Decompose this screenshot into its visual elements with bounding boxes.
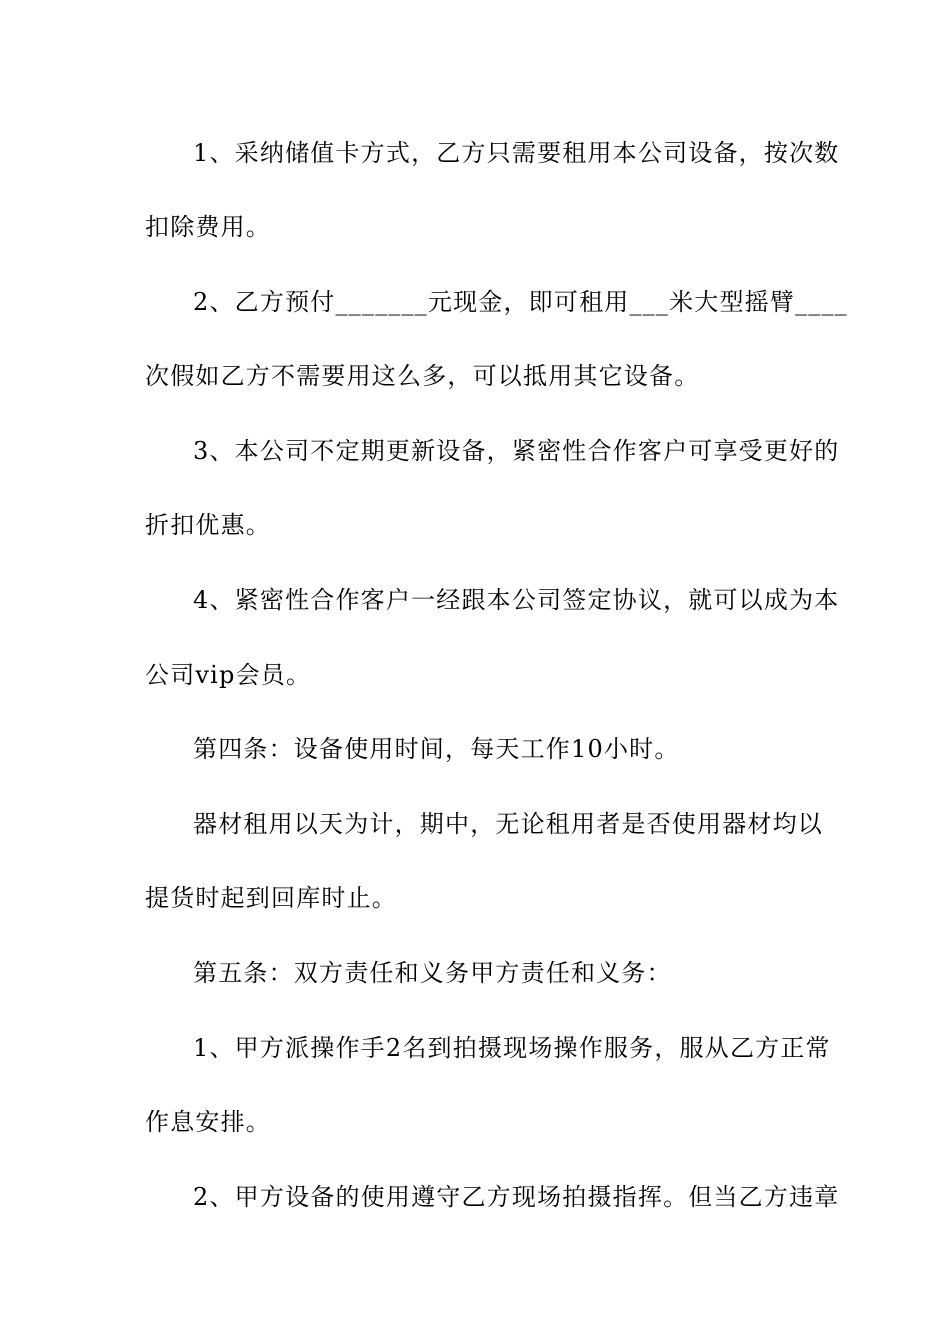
paragraph-line: 器材租用以天为计，期中，无论租用者是否使用器材均以 (193, 810, 823, 838)
paragraph-line: 折扣优惠。 (145, 511, 271, 539)
paragraph-line: 扣除费用。 (145, 213, 271, 241)
paragraph-line: 3、本公司不定期更新设备，紧密性合作客户可享受更好的 (193, 437, 840, 465)
paragraph-line: 作息安排。 (145, 1108, 271, 1136)
paragraph-line: 提货时起到回库时止。 (145, 884, 397, 912)
paragraph-line: 2、乙方预付_______元现金，即可租用___米大型摇臂____ (193, 288, 848, 316)
paragraph-line: 4、紧密性合作客户一经跟本公司签定协议，就可以成为本 (193, 586, 840, 614)
paragraph-line: 次假如乙方不需要用这么多，可以抵用其它设备。 (145, 362, 700, 390)
paragraph-line: 公司vip会员。 (145, 661, 312, 689)
paragraph-line: 1、甲方派操作手2名到拍摄现场操作服务，服从乙方正常 (193, 1034, 831, 1062)
section-heading: 第四条：设备使用时间，每天工作10小时。 (193, 735, 680, 763)
paragraph-line: 1、采纳储值卡方式，乙方只需要租用本公司设备，按次数 (193, 139, 840, 167)
paragraph-line: 2、甲方设备的使用遵守乙方现场拍摄指挥。但当乙方违章 (193, 1183, 840, 1211)
section-heading: 第五条：双方责任和义务甲方责任和义务： (193, 959, 672, 987)
